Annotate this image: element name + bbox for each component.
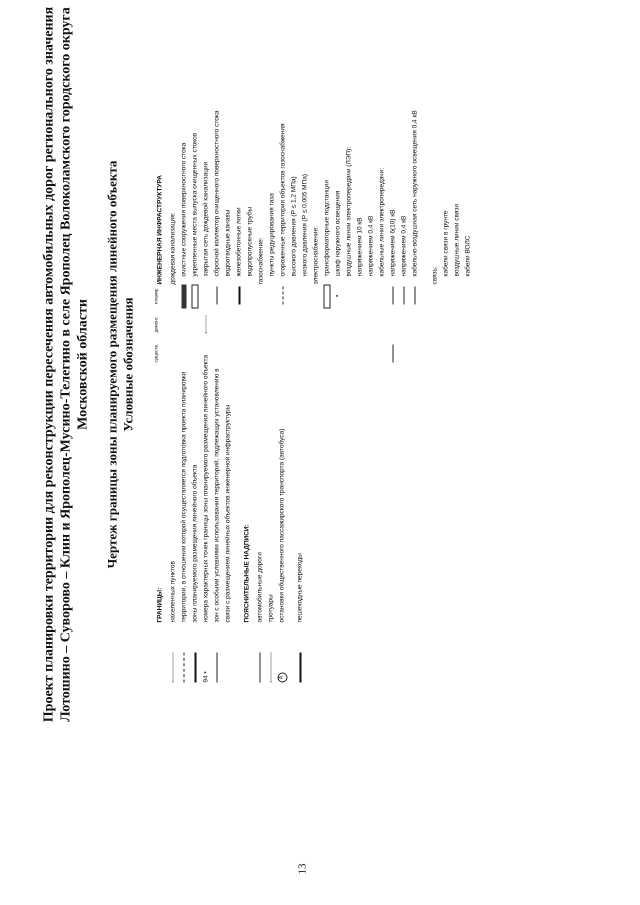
legend-item: связь: [431, 266, 439, 285]
legend-item: напряжением 10 кВ [356, 217, 364, 277]
document-title: Проект планировки территории для реконструкции пересечения автомобильных дорог регионального значения Лотошино – Суворово – Клин и Ярополец-Мусино-Телегино в селе Ярополец Волоколамского городского округа Московской области [41, 6, 91, 723]
legend-item: очистные сооружения поверхностного стока [180, 142, 188, 277]
col-header-existing: существ. [153, 343, 159, 363]
legend-item: напряжением 0,4 кВ [400, 215, 408, 277]
col-header-demolished: демонт. [153, 316, 159, 333]
legend-item: дождевая канализация: [169, 212, 177, 285]
storm-sewer-symbol [206, 316, 207, 334]
boundaries-heading: ГРАНИЦЫ: [156, 587, 164, 623]
legend-item: трансформаторные подстанции [323, 179, 331, 277]
cable-10kv-symbol [393, 344, 394, 362]
legend-item: остановки общественного пассажирского транспорта (автобуса) [278, 428, 286, 623]
sidewalk-symbol [271, 653, 272, 683]
captions-heading: ПОЯСНИТЕЛЬНЫЕ НАДПИСИ: [243, 524, 251, 623]
special-zone-symbol [217, 653, 218, 683]
legend-item: зон с особыми условиями использования территорий, подлежащих установлению в связи с размещением линейных объектов инженерной инфраструктуры [213, 368, 232, 623]
legend-item: газоснабжение: [257, 237, 265, 285]
legend-item: воздушные линии связи [453, 203, 461, 277]
legend-left-column: ГРАНИЦЫ: населенных пунктов территории, в отношении которой осуществляется подготовка проекта планировки зоны планируемого размещения линейного объекта 94 • номера характерных точек границы зоны планируемого размещения линейного объекта зон с особыми условиями использования территорий, подлежащих установлению в связи с размещением линейных объектов инженерной инфраструктуры ПОЯСНИТЕЛЬНЫЕ НАДПИСИ: автомобильные дороги тротуары A остановки общественного пассажирского транспорта (автобуса) пешеходные переходы [151, 353, 306, 683]
legend-item: населенных пунктов [169, 561, 177, 623]
settlement-boundary-symbol [173, 653, 174, 683]
cable-04kv-symbol [404, 287, 405, 305]
legend-right-column: существ. демонт. планир. ИНЖЕНЕРНАЯ ИНФРАСТРУКТУРА дождевая канализация: очистные сооружения поверхностного стока укрепленные места выпуска очищенных стоков закрытая сеть дождевой канализации сбросной коллектор очищенного поверхностного стока водоотводные канавы железобетонные лотки водопропускные трубы газоснабжение: пункты редуцирования газа огороженные территории объектов газоснабжения высокого давления (P ≤ 1,2 МПа) низкого давления (P ≤ 0,005 МПа) электроснабжение: трансформаторные подстанции • шкаф наружного освещения воздушные линии электропередачи (ЛЭП): напряжением 10 кВ напряжением 0,4 кВ кабельные линии электропередачи: напряжением 6(10) кВ напряжением 0,4 кВ кабельно-воздушная сеть наружного освещения 0,4 кВ связь: кабели связи в грунте воздушные линии связи кабели ВОЛС [151, 25, 474, 365]
legend-item: напряжением 0,4 кВ [367, 215, 375, 277]
legend-item: зоны планируемого размещения линейного объекта [191, 464, 199, 623]
linear-object-zone-symbol [194, 653, 196, 683]
legend-item: территории, в отношении которой осуществляется подготовка проекта планировки [180, 371, 188, 623]
transformer-icon [324, 285, 331, 309]
legend-item: напряжением 6(10) кВ [389, 209, 397, 277]
legend-item: кабельные линии электропередачи: [378, 167, 386, 277]
cable-10kv-planned-symbol [393, 287, 394, 305]
legend-title: Условные обозначения [120, 297, 136, 432]
legend-item: железобетонные лотки [235, 207, 243, 277]
outlet-icon [192, 285, 199, 309]
collector-symbol [217, 287, 218, 305]
legend-item: пешеходные переходы [296, 553, 304, 623]
legend-item: сбросной коллектор очищенного поверхностного стока [213, 110, 221, 277]
treatment-plant-icon [182, 285, 187, 309]
legend-item: укрепленные места выпуска очищенных стоков [191, 132, 199, 277]
legend-item: низкого давления (P ≤ 0,005 МПа) [301, 173, 309, 277]
legend-item: шкаф наружного освещения [334, 190, 342, 277]
drawing-name: Чертеж границы зоны планируемого размещения линейного объекта [104, 160, 120, 569]
legend-item: кабели ВОЛС [464, 235, 472, 277]
gas-fence-symbol [283, 287, 284, 305]
legend-item: водопропускные трубы [246, 206, 254, 277]
concrete-tray-symbol [238, 287, 240, 305]
point-number-symbol: 94 [202, 675, 210, 683]
legend-item: кабели связи в грунте [442, 210, 450, 277]
legend-item: электроснабжение: [312, 226, 320, 285]
legend-item: воздушные линии электропередачи (ЛЭП): [345, 146, 353, 277]
legend-item: кабельно-воздушная сеть наружного освещения 0,4 кВ [411, 110, 419, 277]
legend-item: тротуары [267, 594, 275, 623]
crosswalk-symbol [299, 653, 301, 683]
drawing-subtitle [105, 0, 137, 745]
legend-item: водоотводные канавы [224, 209, 232, 277]
rotated-page [1, 0, 640, 905]
lighting-net-symbol [415, 287, 416, 305]
legend-item: автомобильные дороги [256, 552, 264, 623]
bus-stop-icon: A [277, 673, 287, 683]
legend-item: номера характерных точек границы зоны планируемого размещения линейного объекта [202, 354, 210, 623]
legend-item: закрытая сеть дождевой канализации [202, 161, 210, 277]
road-symbol [260, 653, 261, 683]
infrastructure-heading: ИНЖЕНЕРНАЯ ИНФРАСТРУКТУРА [156, 175, 164, 285]
page-number: 13 [296, 863, 309, 875]
legend-item: пункты редуцирования газа [268, 193, 276, 277]
planning-area-boundary-symbol [184, 653, 185, 683]
col-header-planned: планир. [153, 287, 159, 304]
legend-item: высокого давления (P ≤ 1,2 МПа) [290, 176, 298, 277]
legend-item: огороженные территории объектов газоснабжения [279, 123, 287, 277]
